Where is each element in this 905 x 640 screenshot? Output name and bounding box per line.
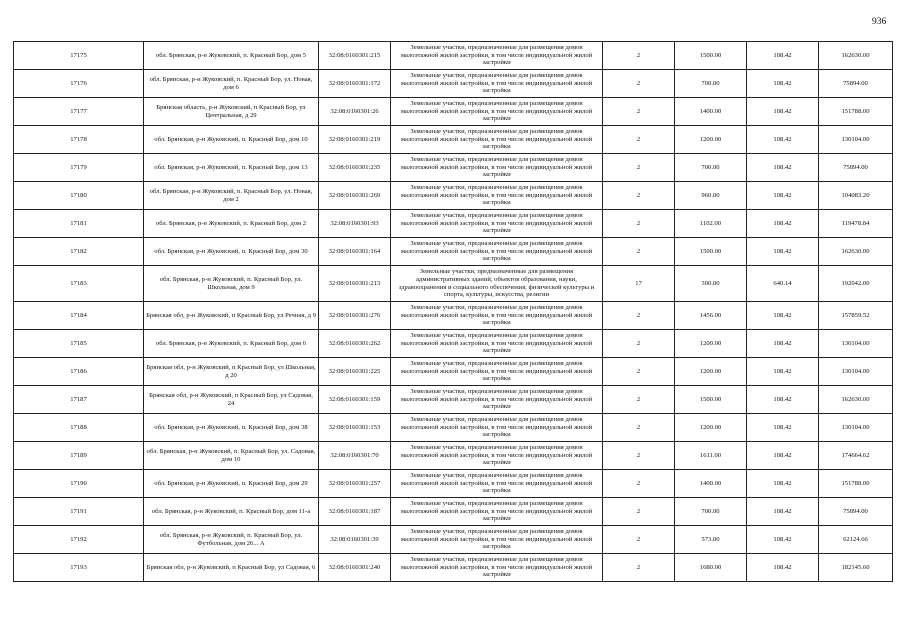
row-number-cell: 17179 <box>14 154 144 182</box>
specific-value-cell: 108.42 <box>747 210 819 238</box>
land-use-cell: Земельные участки, предназначенные для размещения домов малоэтажной жилой застройки, в том числе индивидуальной жилой застройки <box>391 182 603 210</box>
table-row <box>14 526 893 554</box>
cadastral-value-cell: 130104.00 <box>819 330 893 358</box>
cadastral-value-cell: 151788.00 <box>819 98 893 126</box>
land-use-cell: Земельные участки, предназначенные для размещения домов малоэтажной жилой застройки, в том числе индивидуальной жилой застройки <box>391 330 603 358</box>
table-body <box>14 42 893 582</box>
area-cell: 1200.00 <box>675 414 747 442</box>
group-code-cell: 17 <box>603 266 675 302</box>
cadastral-number-cell: 32:08:0160301:257 <box>319 470 391 498</box>
address-cell: обл. Брянская, р-н Жуковский, п. Красный Бор, дом 30 <box>144 238 319 266</box>
address-cell: Брянская область, р-н Жуковский, п Красный Бор, ул Центральная, д 29 <box>144 98 319 126</box>
table-row <box>14 238 893 266</box>
row-number-cell: 17188 <box>14 414 144 442</box>
area-cell: 573.00 <box>675 526 747 554</box>
group-code-cell: 2 <box>603 554 675 582</box>
group-code-cell: 2 <box>603 154 675 182</box>
land-use-cell: Земельные участки, предназначенные для размещения административных зданий, объектов образования, науки, здравоохранения и социального обеспечения, физической культуры и спорта, культуры, искусства, религии <box>391 266 603 302</box>
table-row <box>14 414 893 442</box>
address-cell: обл. Брянская, р-н Жуковский, п. Красный Бор, дом 2 <box>144 210 319 238</box>
group-code-cell: 2 <box>603 70 675 98</box>
specific-value-cell: 108.42 <box>747 358 819 386</box>
row-number-cell: 17190 <box>14 470 144 498</box>
specific-value-cell: 108.42 <box>747 330 819 358</box>
table-row <box>14 98 893 126</box>
land-use-cell: Земельные участки, предназначенные для размещения домов малоэтажной жилой застройки, в том числе индивидуальной жилой застройки <box>391 302 603 330</box>
row-number-cell: 17177 <box>14 98 144 126</box>
cadastral-number-cell: 32:08:0160301:269 <box>319 182 391 210</box>
row-number-cell: 17183 <box>14 266 144 302</box>
specific-value-cell: 108.42 <box>747 414 819 442</box>
land-use-cell: Земельные участки, предназначенные для размещения домов малоэтажной жилой застройки, в том числе индивидуальной жилой застройки <box>391 442 603 470</box>
cadastral-number-cell: 32:08:0160301:235 <box>319 154 391 182</box>
cadastral-value-cell: 157859.52 <box>819 302 893 330</box>
table-row <box>14 554 893 582</box>
cadastral-number-cell: 32:08:0160301:240 <box>319 554 391 582</box>
cadastral-value-cell: 162630.00 <box>819 42 893 70</box>
group-code-cell: 2 <box>603 442 675 470</box>
group-code-cell: 2 <box>603 330 675 358</box>
group-code-cell: 2 <box>603 358 675 386</box>
table-row <box>14 182 893 210</box>
specific-value-cell: 108.42 <box>747 182 819 210</box>
specific-value-cell: 108.42 <box>747 154 819 182</box>
specific-value-cell: 108.42 <box>747 70 819 98</box>
group-code-cell: 2 <box>603 42 675 70</box>
cadastral-value-cell: 162630.00 <box>819 386 893 414</box>
row-number-cell: 17193 <box>14 554 144 582</box>
cadastral-value-cell: 75894.00 <box>819 154 893 182</box>
table-row <box>14 470 893 498</box>
land-use-cell: Земельные участки, предназначенные для размещения домов малоэтажной жилой застройки, в том числе индивидуальной жилой застройки <box>391 414 603 442</box>
table-row <box>14 330 893 358</box>
specific-value-cell: 108.42 <box>747 498 819 526</box>
cadastral-value-cell: 104083.20 <box>819 182 893 210</box>
land-use-cell: Земельные участки, предназначенные для размещения домов малоэтажной жилой застройки, в том числе индивидуальной жилой застройки <box>391 70 603 98</box>
page-number: 936 <box>872 17 887 27</box>
group-code-cell: 2 <box>603 126 675 154</box>
table-row <box>14 266 893 302</box>
group-code-cell: 2 <box>603 238 675 266</box>
table-row <box>14 154 893 182</box>
cadastral-number-cell: 32:08:0160301:153 <box>319 414 391 442</box>
group-code-cell: 2 <box>603 302 675 330</box>
cadastral-number-cell: 32:08:0160301:187 <box>319 498 391 526</box>
row-number-cell: 17185 <box>14 330 144 358</box>
address-cell: обл. Брянская, р-н Жуковский, п. Красный Бор, дом 13 <box>144 154 319 182</box>
table-row <box>14 386 893 414</box>
group-code-cell: 2 <box>603 386 675 414</box>
table-row <box>14 126 893 154</box>
table-row <box>14 358 893 386</box>
area-cell: 300.00 <box>675 266 747 302</box>
land-use-cell: Земельные участки, предназначенные для размещения домов малоэтажной жилой застройки, в том числе индивидуальной жилой застройки <box>391 470 603 498</box>
cadastral-value-cell: 75894.00 <box>819 70 893 98</box>
address-cell: обл. Брянская, р-н Жуковский, п. Красный Бор, ул. Новая, дом 6 <box>144 70 319 98</box>
cadastral-number-cell: 32:08:0160301:26 <box>319 98 391 126</box>
table-row <box>14 498 893 526</box>
land-use-cell: Земельные участки, предназначенные для размещения домов малоэтажной жилой застройки, в том числе индивидуальной жилой застройки <box>391 42 603 70</box>
cadastral-number-cell: 32:08:0160301:225 <box>319 358 391 386</box>
cadastral-value-cell: 151788.00 <box>819 470 893 498</box>
row-number-cell: 17181 <box>14 210 144 238</box>
land-use-cell: Земельные участки, предназначенные для размещения домов малоэтажной жилой застройки, в том числе индивидуальной жилой застройки <box>391 554 603 582</box>
cadastral-number-cell: 32:08:0160301:172 <box>319 70 391 98</box>
table-row <box>14 302 893 330</box>
specific-value-cell: 108.42 <box>747 42 819 70</box>
row-number-cell: 17187 <box>14 386 144 414</box>
area-cell: 1200.00 <box>675 330 747 358</box>
area-cell: 1680.00 <box>675 554 747 582</box>
cadastral-value-cell: 130104.00 <box>819 358 893 386</box>
cadastral-value-cell: 62124.66 <box>819 526 893 554</box>
land-use-cell: Земельные участки, предназначенные для размещения домов малоэтажной жилой застройки, в том числе индивидуальной жилой застройки <box>391 386 603 414</box>
area-cell: 960.00 <box>675 182 747 210</box>
cadastral-value-cell: 130104.00 <box>819 126 893 154</box>
cadastral-value-cell: 174664.62 <box>819 442 893 470</box>
row-number-cell: 17189 <box>14 442 144 470</box>
area-cell: 1200.00 <box>675 358 747 386</box>
cadastral-number-cell: 32:08:0160301:213 <box>319 266 391 302</box>
address-cell: обл. Брянская, р-н Жуковский, п. Красный Бор, дом 10 <box>144 126 319 154</box>
row-number-cell: 17192 <box>14 526 144 554</box>
cadastral-number-cell: 32:08:0160301:159 <box>319 386 391 414</box>
address-cell: Брянская обл, р-н Жуковский, п Красный Бор, ул Речная, д 9 <box>144 302 319 330</box>
land-use-cell: Земельные участки, предназначенные для размещения домов малоэтажной жилой застройки, в том числе индивидуальной жилой застройки <box>391 154 603 182</box>
specific-value-cell: 108.42 <box>747 238 819 266</box>
address-cell: обл. Брянская, р-н Жуковский, п. Красный Бор, ул. Футбольная, дом 26... А <box>144 526 319 554</box>
cadastral-number-cell: 32:08:0160301:70 <box>319 442 391 470</box>
group-code-cell: 2 <box>603 470 675 498</box>
table-row <box>14 70 893 98</box>
table-row <box>14 210 893 238</box>
cadastral-number-cell: 32:08:0160301:164 <box>319 238 391 266</box>
row-number-cell: 17191 <box>14 498 144 526</box>
row-number-cell: 17176 <box>14 70 144 98</box>
address-cell: обл. Брянская, р-н Жуковский, п. Красный Бор, дом 5 <box>144 42 319 70</box>
specific-value-cell: 108.42 <box>747 98 819 126</box>
cadastral-number-cell: 32:08:0160301:219 <box>319 126 391 154</box>
cadastral-value-cell: 162630.00 <box>819 238 893 266</box>
specific-value-cell: 108.42 <box>747 442 819 470</box>
group-code-cell: 2 <box>603 498 675 526</box>
row-number-cell: 17182 <box>14 238 144 266</box>
specific-value-cell: 108.42 <box>747 126 819 154</box>
group-code-cell: 2 <box>603 526 675 554</box>
specific-value-cell: 108.42 <box>747 470 819 498</box>
row-number-cell: 17175 <box>14 42 144 70</box>
specific-value-cell: 108.42 <box>747 526 819 554</box>
specific-value-cell: 108.42 <box>747 302 819 330</box>
address-cell: обл. Брянская, р-н Жуковский, п. Красный Бор, дом 6 <box>144 330 319 358</box>
table-row <box>14 442 893 470</box>
land-use-cell: Земельные участки, предназначенные для размещения домов малоэтажной жилой застройки, в том числе индивидуальной жилой застройки <box>391 98 603 126</box>
land-use-cell: Земельные участки, предназначенные для размещения домов малоэтажной жилой застройки, в том числе индивидуальной жилой застройки <box>391 526 603 554</box>
land-use-cell: Земельные участки, предназначенные для размещения домов малоэтажной жилой застройки, в том числе индивидуальной жилой застройки <box>391 498 603 526</box>
cadastral-value-cell: 182145.60 <box>819 554 893 582</box>
area-cell: 1500.00 <box>675 42 747 70</box>
land-use-cell: Земельные участки, предназначенные для размещения домов малоэтажной жилой застройки, в том числе индивидуальной жилой застройки <box>391 358 603 386</box>
cadastral-number-cell: 32:08:0160301:262 <box>319 330 391 358</box>
area-cell: 1611.00 <box>675 442 747 470</box>
area-cell: 700.00 <box>675 154 747 182</box>
cadastral-value-cell: 192042.00 <box>819 266 893 302</box>
cadastral-value-cell: 75894.00 <box>819 498 893 526</box>
area-cell: 1102.00 <box>675 210 747 238</box>
row-number-cell: 17180 <box>14 182 144 210</box>
cadastral-value-cell: 130104.00 <box>819 414 893 442</box>
specific-value-cell: 640.14 <box>747 266 819 302</box>
address-cell: обл. Брянская, р-н Жуковский, п. Красный Бор, ул. Новая, дом 2 <box>144 182 319 210</box>
address-cell: обл. Брянская, р-н Жуковский, п. Красный Бор, ул. Садовая, дом 10 <box>144 442 319 470</box>
area-cell: 1400.00 <box>675 470 747 498</box>
row-number-cell: 17186 <box>14 358 144 386</box>
group-code-cell: 2 <box>603 414 675 442</box>
specific-value-cell: 108.42 <box>747 554 819 582</box>
table-row <box>14 42 893 70</box>
address-cell: Брянская обл, р-н Жуковский, п Красный Бор, ул Школьная, д 20 <box>144 358 319 386</box>
address-cell: обл. Брянская, р-н Жуковский, п. Красный Бор, дом 11-а <box>144 498 319 526</box>
area-cell: 1500.00 <box>675 238 747 266</box>
area-cell: 700.00 <box>675 70 747 98</box>
area-cell: 1500.00 <box>675 386 747 414</box>
area-cell: 700.00 <box>675 498 747 526</box>
address-cell: Брянская обл, р-н Жуковский, п Красный Бор, ул Садовая, 6 <box>144 554 319 582</box>
group-code-cell: 2 <box>603 182 675 210</box>
area-cell: 1200.00 <box>675 126 747 154</box>
cadastral-number-cell: 32:08:0160301:93 <box>319 210 391 238</box>
land-use-cell: Земельные участки, предназначенные для размещения домов малоэтажной жилой застройки, в том числе индивидуальной жилой застройки <box>391 126 603 154</box>
address-cell: обл. Брянская, р-н Жуковский, п. Красный Бор, дом 38 <box>144 414 319 442</box>
cadastral-number-cell: 32:08:0160301:276 <box>319 302 391 330</box>
address-cell: обл. Брянская, р-н Жуковский, п. Красный Бор, ул. Школьная, дом 9 <box>144 266 319 302</box>
cadastral-value-cell: 119478.84 <box>819 210 893 238</box>
cadastral-number-cell: 32:08:0160301:39 <box>319 526 391 554</box>
group-code-cell: 2 <box>603 210 675 238</box>
row-number-cell: 17184 <box>14 302 144 330</box>
land-use-cell: Земельные участки, предназначенные для размещения домов малоэтажной жилой застройки, в том числе индивидуальной жилой застройки <box>391 210 603 238</box>
area-cell: 1456.00 <box>675 302 747 330</box>
land-use-cell: Земельные участки, предназначенные для размещения домов малоэтажной жилой застройки, в том числе индивидуальной жилой застройки <box>391 238 603 266</box>
address-cell: Брянская обл, р-н Жуковский, п Красный Бор, ул Садовая, 24 <box>144 386 319 414</box>
address-cell: обл. Брянская, р-н Жуковский, п. Красный Бор, дом 29 <box>144 470 319 498</box>
area-cell: 1400.00 <box>675 98 747 126</box>
specific-value-cell: 108.42 <box>747 386 819 414</box>
group-code-cell: 2 <box>603 98 675 126</box>
cadastral-number-cell: 32:08:0160301:215 <box>319 42 391 70</box>
land-registry-table <box>13 41 893 582</box>
row-number-cell: 17178 <box>14 126 144 154</box>
